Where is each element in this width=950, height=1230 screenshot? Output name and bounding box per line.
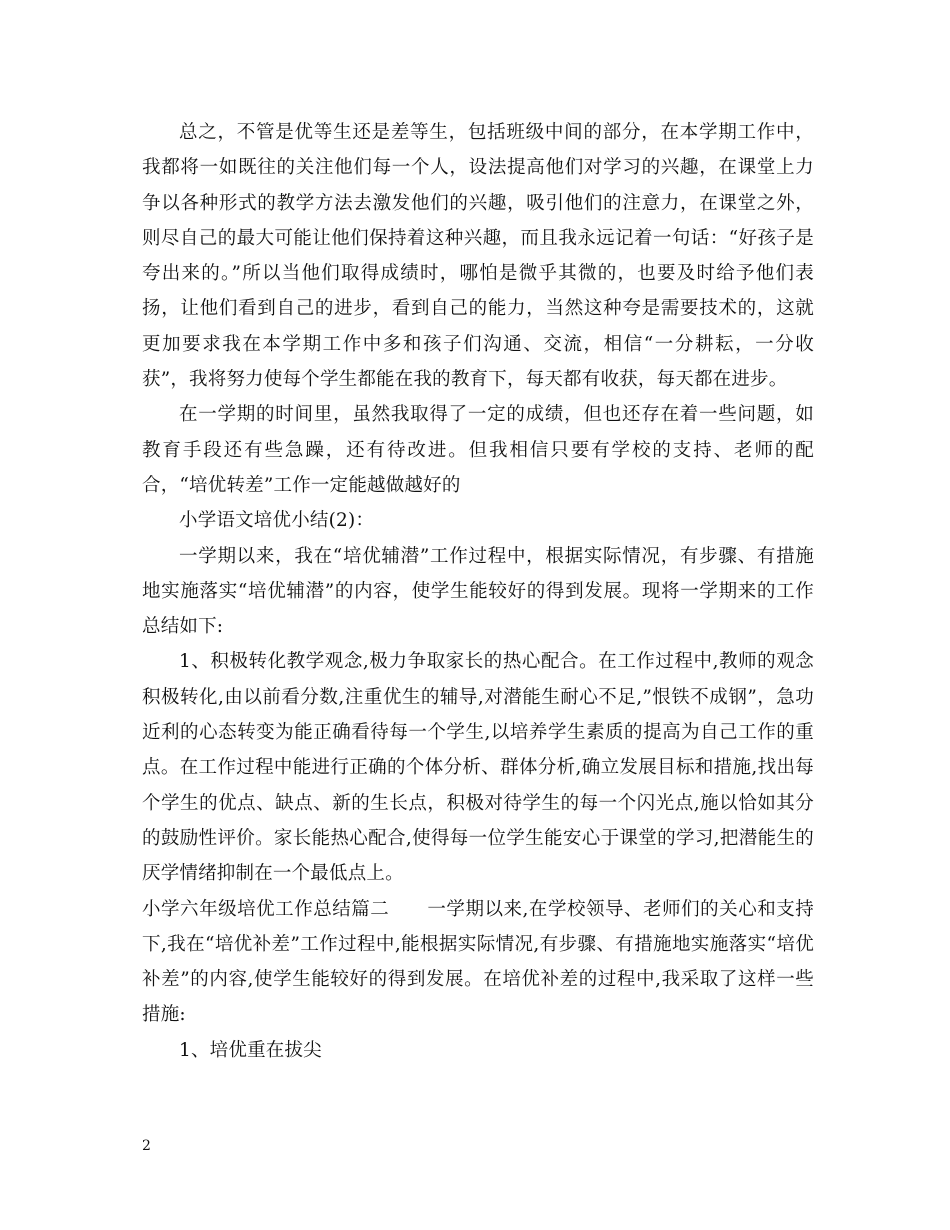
paragraph-summary: 总之，不管是优等生还是差等生，包括班级中间的部分，在本学期工作中，我都将一如既往的关注他们每一个人，设法提高他们对学习的兴趣，在课堂上力争以各种形式的教学方法去激发他们的兴趣，吸引他们的注意力，在课堂之外，则尽自己的最大可能让他们保持着这种兴趣，而且我永远记着一句话：“好孩子是夸出来的。”所以当他们取得成绩时，哪怕是微乎其微的，也要及时给予他们表扬，让他们看到自己的进步，看到自己的能力，当然这种夸是需要技术的，这就更加要求我在本学期工作中多和孩子们沟通、交流，相信“一分耕耘，一分收获”，我将努力使每个学生都能在我的教育下，每天都有收获，每天都在进步。: [142, 122, 814, 391]
paragraph-point-top: 1、培优重在拔尖: [179, 1039, 322, 1061]
paragraph-reflection: 在一学期的时间里，虽然我取得了一定的成绩，但也还存在着一些问题，如教育手段还有些急躁，还有待改进。但我相信只要有学校的支持、老师的配合，“培优转差”工作一定能越做越好的: [142, 404, 814, 496]
page-number: 2: [142, 1138, 151, 1154]
paragraph-subtitle: 小学语文培优小结(2)：: [179, 510, 375, 532]
paragraph-section-two: 小学六年级培优工作总结篇二 一学期以来,在学校领导、老师们的关心和支持下,我在“培优补差”工作过程中,能根据实际情况,有步骤、有措施地实施落实“培优补差”的内容,使学生能较好的得到发展。在培优补差的过程中,我采取了这样一些措施:: [142, 898, 814, 1026]
document-body: [142, 115, 814, 1068]
paragraph-point-1: 1、积极转化教学观念,极力争取家长的热心配合。在工作过程中,教师的观念积极转化,由以前看分数,注重优生的辅导,对潜能生耐心不足,”恨铁不成钢”，急功近利的心态转变为能正确看待每一个学生,以培养学生素质的提高为自己工作的重点。在工作过程中能进行正确的个体分析、群体分析,确立发展目标和措施,找出每个学生的优点、缺点、新的生长点，积极对待学生的每一个闪光点,施以恰如其分的鼓励性评价。家长能热心配合,使得每一位学生能安心于课堂的学习,把潜能生的厌学情绪抑制在一个最低点上。: [142, 651, 814, 885]
paragraph-intro: 一学期以来，我在“培优辅潜”工作过程中，根据实际情况，有步骤、有措施地实施落实“培优辅潜”的内容，使学生能较好的得到发展。现将一学期来的工作总结如下:: [142, 545, 814, 638]
